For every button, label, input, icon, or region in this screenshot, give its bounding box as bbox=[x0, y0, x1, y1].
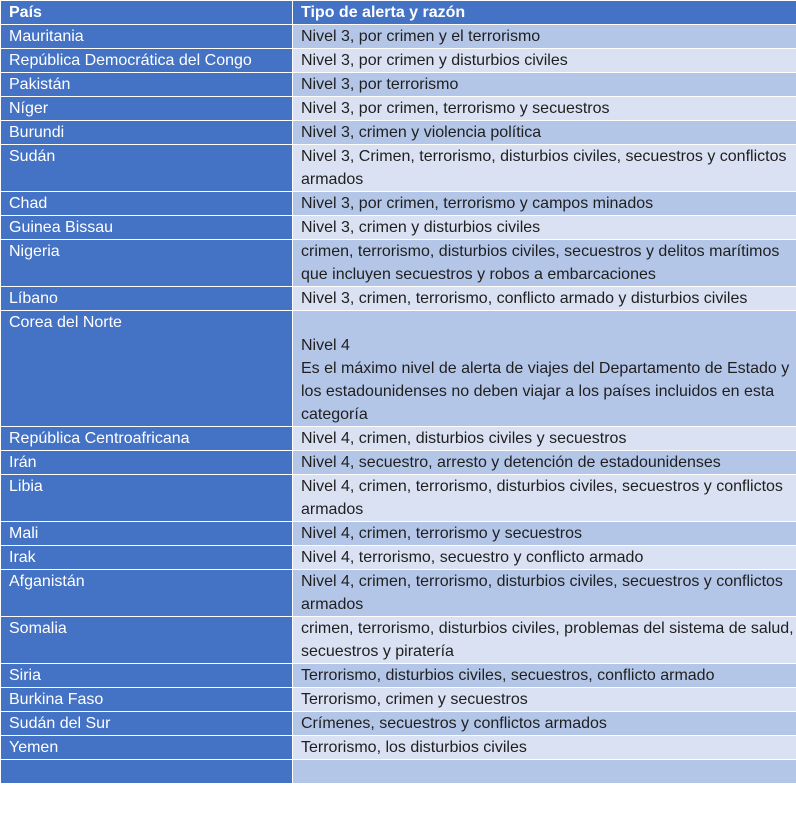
alert-reason-cell bbox=[293, 287, 796, 311]
table-row bbox=[1, 73, 796, 97]
alert-reason-cell bbox=[293, 617, 796, 664]
alert-reason-text: Nivel 4, crimen, disturbios civiles y secuestros bbox=[301, 430, 627, 447]
country-cell: Burundi bbox=[1, 121, 293, 145]
alert-reason-text: Es el máximo nivel de alerta de viajes del Departamento de Estado y los estadounidenses no deben viajar a los países incluidos en esta categoría bbox=[301, 360, 790, 423]
alert-reason-text: Terrorismo, crimen y secuestros bbox=[301, 691, 528, 708]
alert-reason-cell bbox=[293, 240, 796, 287]
table-row bbox=[1, 688, 796, 712]
country-cell: Yemen bbox=[1, 736, 293, 760]
country-cell: Libia bbox=[1, 475, 293, 522]
alert-reason-text: Nivel 4, crimen, terrorismo, disturbios civiles, secuestros y conflictos armados bbox=[301, 573, 783, 613]
country-cell: Sudán del Sur bbox=[1, 712, 293, 736]
country-cell: Líbano bbox=[1, 287, 293, 311]
table-row bbox=[1, 97, 796, 121]
alert-reason-text: Nivel 4, terrorismo, secuestro y conflicto armado bbox=[301, 549, 644, 566]
alert-reason-text: Nivel 3, por crimen, terrorismo y secuestros bbox=[301, 100, 610, 117]
country-cell: Sudán bbox=[1, 145, 293, 192]
alert-reason-cell bbox=[293, 760, 796, 784]
alert-reason-text: Nivel 3, crimen y disturbios civiles bbox=[301, 219, 541, 236]
alert-reason-cell bbox=[293, 736, 796, 760]
header-row bbox=[1, 1, 796, 25]
alert-reason-cell bbox=[293, 451, 796, 475]
table-row bbox=[1, 475, 796, 522]
country-cell: Níger bbox=[1, 97, 293, 121]
table-row bbox=[1, 49, 796, 73]
alert-reason-text: Nivel 4, crimen, terrorismo y secuestros bbox=[301, 525, 582, 542]
alert-reason-cell bbox=[293, 688, 796, 712]
table-row bbox=[1, 216, 796, 240]
alert-reason-text: Nivel 3, crimen y violencia política bbox=[301, 124, 542, 141]
country-cell: Nigeria bbox=[1, 240, 293, 287]
alert-reason-cell bbox=[293, 311, 796, 427]
table-row bbox=[1, 121, 796, 145]
table-row bbox=[1, 664, 796, 688]
table-row bbox=[1, 192, 796, 216]
alert-reason-cell bbox=[293, 664, 796, 688]
country-cell: Afganistán bbox=[1, 570, 293, 617]
alert-reason-text: Terrorismo, disturbios civiles, secuestros, conflicto armado bbox=[301, 667, 715, 684]
alert-reason-cell bbox=[293, 546, 796, 570]
table-row bbox=[1, 712, 796, 736]
country-cell: Siria bbox=[1, 664, 293, 688]
table-row bbox=[1, 546, 796, 570]
blank-line bbox=[301, 311, 796, 334]
table-row bbox=[1, 145, 796, 192]
alert-reason-cell bbox=[293, 475, 796, 522]
country-cell: Burkina Faso bbox=[1, 688, 293, 712]
country-cell: República Democrática del Congo bbox=[1, 49, 293, 73]
country-cell: Guinea Bissau bbox=[1, 216, 293, 240]
table-row bbox=[1, 570, 796, 617]
country-cell: Irán bbox=[1, 451, 293, 475]
table-row bbox=[1, 427, 796, 451]
alert-reason-text: Terrorismo, los disturbios civiles bbox=[301, 739, 527, 756]
country-cell: Mauritania bbox=[1, 25, 293, 49]
table-row bbox=[1, 451, 796, 475]
country-cell: Somalia bbox=[1, 617, 293, 664]
country-cell: Irak bbox=[1, 546, 293, 570]
alert-reason-text: Nivel 3, por crimen y disturbios civiles bbox=[301, 52, 568, 69]
alert-reason-cell bbox=[293, 49, 796, 73]
header-alert-reason: Tipo de alerta y razón bbox=[293, 1, 796, 25]
alert-reason-text: Nivel 3, por crimen, terrorismo y campos minados bbox=[301, 195, 654, 212]
table-row bbox=[1, 736, 796, 760]
table-body bbox=[1, 25, 796, 784]
alert-reason-text: Nivel 3, por crimen y el terrorismo bbox=[301, 28, 541, 45]
table-row bbox=[1, 311, 796, 427]
alert-reason-text: Nivel 4, crimen, terrorismo, disturbios civiles, secuestros y conflictos armados bbox=[301, 478, 783, 518]
alert-reason-cell bbox=[293, 216, 796, 240]
header-country: País bbox=[1, 1, 293, 25]
table-row bbox=[1, 760, 796, 784]
table-row bbox=[1, 25, 796, 49]
table-row bbox=[1, 287, 796, 311]
alert-reason-text: Nivel 4 bbox=[301, 337, 350, 354]
alert-reason-text: Crímenes, secuestros y conflictos armados bbox=[301, 715, 607, 732]
alert-reason-cell bbox=[293, 73, 796, 97]
alert-reason-text: Nivel 3, Crimen, terrorismo, disturbios civiles, secuestros y conflictos armados bbox=[301, 148, 787, 188]
alert-reason-cell bbox=[293, 712, 796, 736]
alert-reason-cell bbox=[293, 427, 796, 451]
alert-reason-cell bbox=[293, 145, 796, 192]
alert-reason-text: crimen, terrorismo, disturbios civiles, problemas del sistema de salud, secuestros y piratería bbox=[301, 620, 794, 660]
alert-reason-cell bbox=[293, 192, 796, 216]
alert-reason-cell bbox=[293, 570, 796, 617]
country-cell: Corea del Norte bbox=[1, 311, 293, 427]
alert-reason-cell bbox=[293, 25, 796, 49]
country-cell: Chad bbox=[1, 192, 293, 216]
alert-reason-text: crimen, terrorismo, disturbios civiles, secuestros y delitos marítimos que incluyen secuestros y robos a embarcaciones bbox=[301, 243, 780, 283]
country-cell: Pakistán bbox=[1, 73, 293, 97]
alert-reason-text: Nivel 3, crimen, terrorismo, conflicto armado y disturbios civiles bbox=[301, 290, 748, 307]
table-row bbox=[1, 240, 796, 287]
table-row bbox=[1, 617, 796, 664]
alert-reason-cell bbox=[293, 97, 796, 121]
country-cell: República Centroafricana bbox=[1, 427, 293, 451]
alert-reason-text: Nivel 3, por terrorismo bbox=[301, 76, 459, 93]
alert-reason-text: Nivel 4, secuestro, arresto y detención de estadounidenses bbox=[301, 454, 721, 471]
country-cell: Mali bbox=[1, 522, 293, 546]
alert-reason-cell bbox=[293, 121, 796, 145]
country-cell bbox=[1, 760, 293, 784]
table-row bbox=[1, 522, 796, 546]
alert-reason-cell bbox=[293, 522, 796, 546]
